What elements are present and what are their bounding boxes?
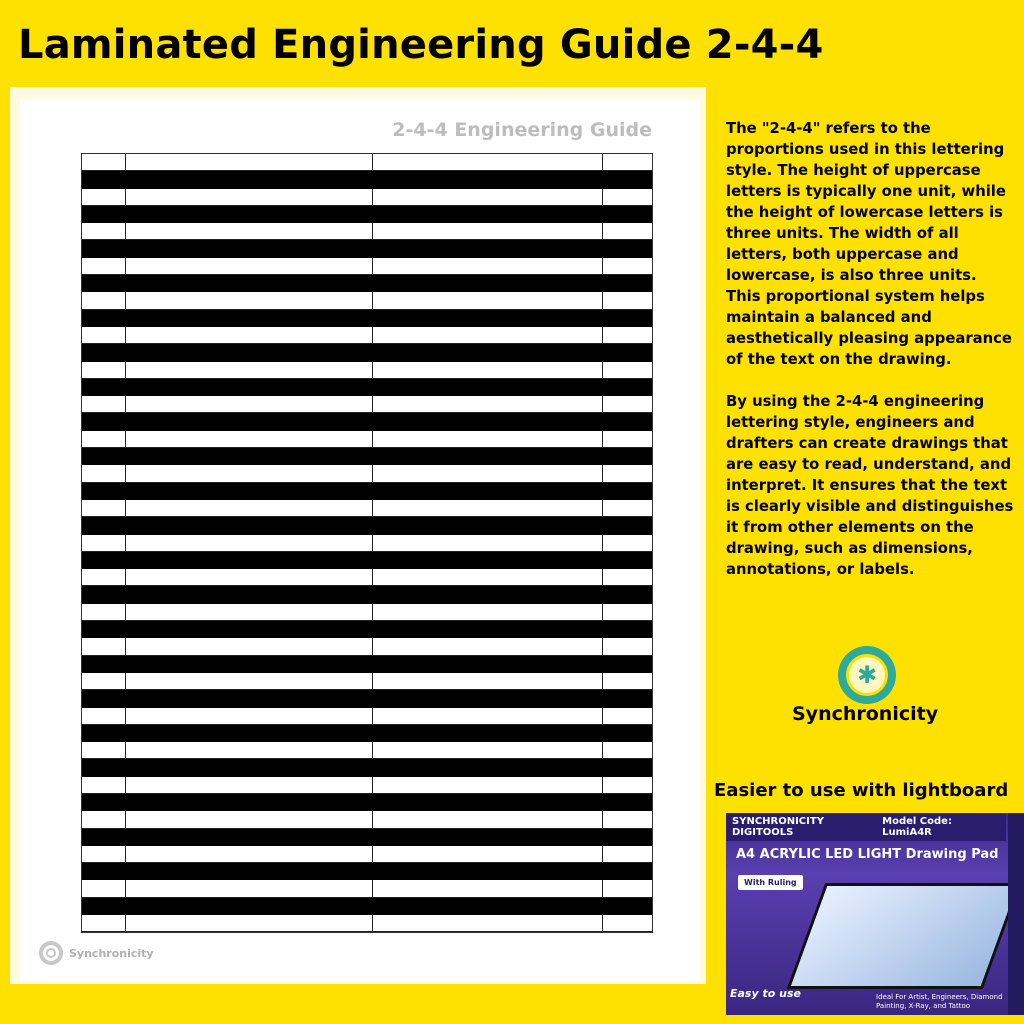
gear-icon xyxy=(39,941,63,965)
grid-cell xyxy=(603,500,652,516)
grid-cell xyxy=(82,915,126,931)
grid-cell xyxy=(373,863,603,880)
grid-cell xyxy=(126,586,373,603)
grid-cell xyxy=(82,154,126,170)
grid-cell xyxy=(373,742,603,758)
grid-cell xyxy=(126,465,373,481)
grid-row-white xyxy=(82,465,652,482)
grid-cell xyxy=(82,725,126,742)
grid-cell xyxy=(126,327,373,343)
grid-cell xyxy=(82,535,126,551)
grid-cell xyxy=(126,725,373,742)
grid-cell xyxy=(126,552,373,569)
grid-row-white xyxy=(82,396,652,413)
grid-row-black xyxy=(82,725,652,742)
box-ruling-badge: With Ruling xyxy=(738,875,803,890)
grid-row-black xyxy=(82,413,652,430)
grid-cell xyxy=(126,604,373,620)
grid-cell xyxy=(603,863,652,880)
grid-cell xyxy=(126,396,373,412)
grid-cell xyxy=(373,500,603,516)
grid-row-black xyxy=(82,621,652,638)
grid-cell xyxy=(82,223,126,239)
grid-row-white xyxy=(82,189,652,206)
grid-cell xyxy=(82,880,126,896)
grid-cell xyxy=(603,517,652,534)
grid-row-black xyxy=(82,206,652,223)
grid-row-black xyxy=(82,240,652,257)
grid-cell xyxy=(603,569,652,585)
grid-cell xyxy=(373,673,603,689)
grid-cell xyxy=(373,759,603,776)
grid-cell xyxy=(373,880,603,896)
grid-cell xyxy=(126,171,373,188)
grid-cell xyxy=(603,465,652,481)
grid-row-white xyxy=(82,708,652,725)
grid-cell xyxy=(603,673,652,689)
box-brand: SYNCHRONICITY DIGITOOLS xyxy=(732,816,824,838)
box-side-strip xyxy=(1008,813,1024,1015)
grid-row-white xyxy=(82,777,652,794)
grid-cell xyxy=(373,725,603,742)
grid-row-black xyxy=(82,586,652,603)
grid-cell xyxy=(603,777,652,793)
grid-cell xyxy=(603,725,652,742)
sheet-brand xyxy=(39,941,154,965)
grid-row-white xyxy=(82,431,652,448)
grid-cell xyxy=(126,759,373,776)
grid-cell xyxy=(603,846,652,862)
grid-cell xyxy=(82,413,126,430)
grid-row-black xyxy=(82,898,652,915)
grid-cell xyxy=(126,742,373,758)
grid-cell xyxy=(82,811,126,827)
grid-row-white xyxy=(82,673,652,690)
grid-cell xyxy=(603,829,652,846)
grid-cell xyxy=(82,431,126,447)
grid-cell xyxy=(82,448,126,465)
grid-row-black xyxy=(82,690,652,707)
grid-cell xyxy=(82,846,126,862)
grid-row-white xyxy=(82,535,652,552)
grid-cell xyxy=(126,500,373,516)
grid-row-black xyxy=(82,517,652,534)
grid-cell xyxy=(603,742,652,758)
grid-row-white xyxy=(82,880,652,897)
grid-cell xyxy=(373,292,603,308)
grid-row-white xyxy=(82,811,652,828)
grid-cell xyxy=(603,206,652,223)
grid-cell xyxy=(82,189,126,205)
grid-row-black xyxy=(82,759,652,776)
grid-cell xyxy=(126,379,373,396)
grid-cell xyxy=(373,448,603,465)
grid-row-white xyxy=(82,742,652,759)
guide-sheet xyxy=(20,99,700,981)
grid-cell xyxy=(603,621,652,638)
grid-row-white xyxy=(82,362,652,379)
grid-cell xyxy=(373,517,603,534)
grid-cell xyxy=(82,310,126,327)
grid-cell xyxy=(126,206,373,223)
grid-cell xyxy=(126,898,373,915)
description xyxy=(726,118,1014,601)
grid-row-black xyxy=(82,310,652,327)
grid-cell xyxy=(373,604,603,620)
grid-row-black xyxy=(82,275,652,292)
grid-cell xyxy=(603,448,652,465)
grid-cell xyxy=(373,898,603,915)
grid-cell xyxy=(126,223,373,239)
asterisk-icon: ✱ xyxy=(846,654,888,696)
grid-cell xyxy=(603,759,652,776)
grid-cell xyxy=(126,794,373,811)
description-paragraph-2: By using the 2-4-4 engineering lettering style, engineers and drafters can create drawings that are easy to read, understand, and interpret. It ensures that the text is clearly visible and distinguishes it from other elements on the drawing, such as dimensions, annotations, or labels. xyxy=(726,393,1014,578)
grid-row-white xyxy=(82,258,652,275)
grid-cell xyxy=(603,327,652,343)
grid-row-white xyxy=(82,604,652,621)
grid-cell xyxy=(373,829,603,846)
grid-cell xyxy=(603,310,652,327)
grid-cell xyxy=(126,275,373,292)
grid-cell xyxy=(373,708,603,724)
grid-cell xyxy=(373,240,603,257)
grid-cell xyxy=(603,154,652,170)
grid-cell xyxy=(82,759,126,776)
grid-cell xyxy=(373,154,603,170)
grid-cell xyxy=(126,656,373,673)
grid-row-black xyxy=(82,448,652,465)
grid-row-white xyxy=(82,569,652,586)
grid-cell xyxy=(603,292,652,308)
grid-row-black xyxy=(82,483,652,500)
grid-cell xyxy=(82,171,126,188)
grid-cell xyxy=(126,638,373,654)
grid-cell xyxy=(82,327,126,343)
grid-cell xyxy=(82,240,126,257)
grid-row-black xyxy=(82,863,652,880)
grid-cell xyxy=(373,569,603,585)
grid-cell xyxy=(126,829,373,846)
grid-cell xyxy=(82,552,126,569)
grid-cell xyxy=(373,656,603,673)
grid-cell xyxy=(126,362,373,378)
grid-cell xyxy=(82,396,126,412)
grid-cell xyxy=(373,586,603,603)
box-header xyxy=(726,813,1006,841)
grid-row-black xyxy=(82,344,652,361)
grid-cell xyxy=(82,275,126,292)
grid-cell xyxy=(82,517,126,534)
grid-row-white xyxy=(82,223,652,240)
grid-cell xyxy=(82,344,126,361)
grid-row-black xyxy=(82,829,652,846)
grid-cell xyxy=(373,915,603,931)
grid-cell xyxy=(603,362,652,378)
grid-cell xyxy=(82,708,126,724)
grid-row-white xyxy=(82,292,652,309)
grid-cell xyxy=(603,223,652,239)
grid-cell xyxy=(373,189,603,205)
box-ideal-label: Ideal For Artist, Engineers, Diamond Painting, X-Ray, and Tattoo xyxy=(876,993,1003,1010)
light-pad-illustration xyxy=(787,883,1022,989)
grid-cell xyxy=(603,794,652,811)
grid-row-black xyxy=(82,794,652,811)
grid-cell xyxy=(373,310,603,327)
grid-cell xyxy=(603,171,652,188)
page-title: Laminated Engineering Guide 2-4-4 xyxy=(18,22,824,68)
brand-name: Synchronicity xyxy=(792,703,939,725)
grid-row-white xyxy=(82,846,652,863)
box-easy-label: Easy to use xyxy=(730,987,801,1000)
grid-cell xyxy=(126,258,373,274)
grid-cell xyxy=(373,483,603,500)
grid-cell xyxy=(373,413,603,430)
brand-logo xyxy=(838,646,896,704)
grid-cell xyxy=(603,396,652,412)
grid-cell xyxy=(373,379,603,396)
grid-cell xyxy=(82,621,126,638)
grid-cell xyxy=(373,431,603,447)
grid-cell xyxy=(82,362,126,378)
grid-cell xyxy=(373,223,603,239)
grid-cell xyxy=(373,206,603,223)
grid-cell xyxy=(82,656,126,673)
grid-cell xyxy=(126,708,373,724)
grid-cell xyxy=(126,413,373,430)
grid-cell xyxy=(126,448,373,465)
grid-cell xyxy=(373,362,603,378)
grid-cell xyxy=(373,811,603,827)
grid-row-white xyxy=(82,500,652,517)
grid-cell xyxy=(82,690,126,707)
grid-cell xyxy=(126,880,373,896)
grid-cell xyxy=(82,586,126,603)
grid-cell xyxy=(603,656,652,673)
box-product-title: A4 ACRYLIC LED LIGHT Drawing Pad xyxy=(736,847,999,862)
grid-cell xyxy=(82,500,126,516)
grid-cell xyxy=(126,673,373,689)
box-model: Model Code: LumiA4R xyxy=(882,816,952,838)
grid-row-black xyxy=(82,656,652,673)
lettering-grid xyxy=(81,153,653,933)
grid-row-white xyxy=(82,154,652,171)
grid-cell xyxy=(82,483,126,500)
grid-cell xyxy=(82,604,126,620)
grid-cell xyxy=(603,189,652,205)
grid-row-black xyxy=(82,379,652,396)
product-box-image xyxy=(726,813,1024,1015)
grid-cell xyxy=(373,794,603,811)
grid-cell xyxy=(82,206,126,223)
grid-cell xyxy=(82,794,126,811)
grid-cell xyxy=(82,777,126,793)
grid-cell xyxy=(82,292,126,308)
grid-cell xyxy=(82,829,126,846)
grid-cell xyxy=(126,431,373,447)
grid-cell xyxy=(603,552,652,569)
grid-cell xyxy=(126,517,373,534)
grid-cell xyxy=(82,863,126,880)
grid-cell xyxy=(373,690,603,707)
grid-cell xyxy=(373,552,603,569)
grid-cell xyxy=(373,327,603,343)
grid-cell xyxy=(603,535,652,551)
grid-cell xyxy=(126,811,373,827)
grid-cell xyxy=(82,569,126,585)
grid-cell xyxy=(126,690,373,707)
grid-cell xyxy=(126,189,373,205)
grid-cell xyxy=(373,846,603,862)
grid-cell xyxy=(126,483,373,500)
sheet-brand-label: Synchronicity xyxy=(69,946,154,960)
grid-cell xyxy=(126,292,373,308)
grid-cell xyxy=(373,275,603,292)
grid-cell xyxy=(603,413,652,430)
grid-cell xyxy=(603,708,652,724)
grid-cell xyxy=(126,915,373,931)
grid-cell xyxy=(126,154,373,170)
grid-cell xyxy=(82,673,126,689)
grid-cell xyxy=(126,621,373,638)
grid-row-white xyxy=(82,638,652,655)
grid-cell xyxy=(603,431,652,447)
grid-cell xyxy=(603,240,652,257)
grid-cell xyxy=(126,846,373,862)
grid-cell xyxy=(126,777,373,793)
grid-cell xyxy=(603,898,652,915)
grid-cell xyxy=(603,811,652,827)
grid-cell xyxy=(603,690,652,707)
grid-row-black xyxy=(82,171,652,188)
grid-cell xyxy=(603,586,652,603)
grid-cell xyxy=(126,569,373,585)
grid-cell xyxy=(603,483,652,500)
grid-cell xyxy=(373,777,603,793)
grid-cell xyxy=(373,465,603,481)
grid-cell xyxy=(82,379,126,396)
description-paragraph-1: The "2-4-4" refers to the proportions used in this lettering style. The height of uppercase letters is typically one unit, while the height of lowercase letters is three units. The width of all letters, both uppercase and lowercase, is also three units. This proportional system helps maintain a balanced and aesthetically pleasing appearance of the text on the drawing. xyxy=(726,120,1012,368)
grid-cell xyxy=(82,638,126,654)
grid-cell xyxy=(373,344,603,361)
grid-cell xyxy=(126,863,373,880)
lightboard-heading: Easier to use with lightboard xyxy=(714,780,1009,801)
grid-cell xyxy=(603,379,652,396)
grid-cell xyxy=(82,258,126,274)
grid-cell xyxy=(603,344,652,361)
grid-cell xyxy=(126,344,373,361)
grid-cell xyxy=(603,638,652,654)
grid-cell xyxy=(373,621,603,638)
grid-cell xyxy=(82,898,126,915)
grid-cell xyxy=(373,258,603,274)
grid-cell xyxy=(82,465,126,481)
grid-cell xyxy=(373,535,603,551)
grid-cell xyxy=(373,638,603,654)
grid-cell xyxy=(373,396,603,412)
grid-cell xyxy=(603,880,652,896)
grid-cell xyxy=(126,535,373,551)
grid-row-white xyxy=(82,327,652,344)
grid-cell xyxy=(603,275,652,292)
grid-cell xyxy=(373,171,603,188)
grid-cell xyxy=(603,604,652,620)
grid-cell xyxy=(603,915,652,931)
grid-row-black xyxy=(82,552,652,569)
grid-cell xyxy=(82,742,126,758)
grid-cell xyxy=(126,240,373,257)
grid-cell xyxy=(603,258,652,274)
grid-cell xyxy=(126,310,373,327)
grid-row-white xyxy=(82,915,652,932)
sheet-title: 2-4-4 Engineering Guide xyxy=(392,119,652,141)
